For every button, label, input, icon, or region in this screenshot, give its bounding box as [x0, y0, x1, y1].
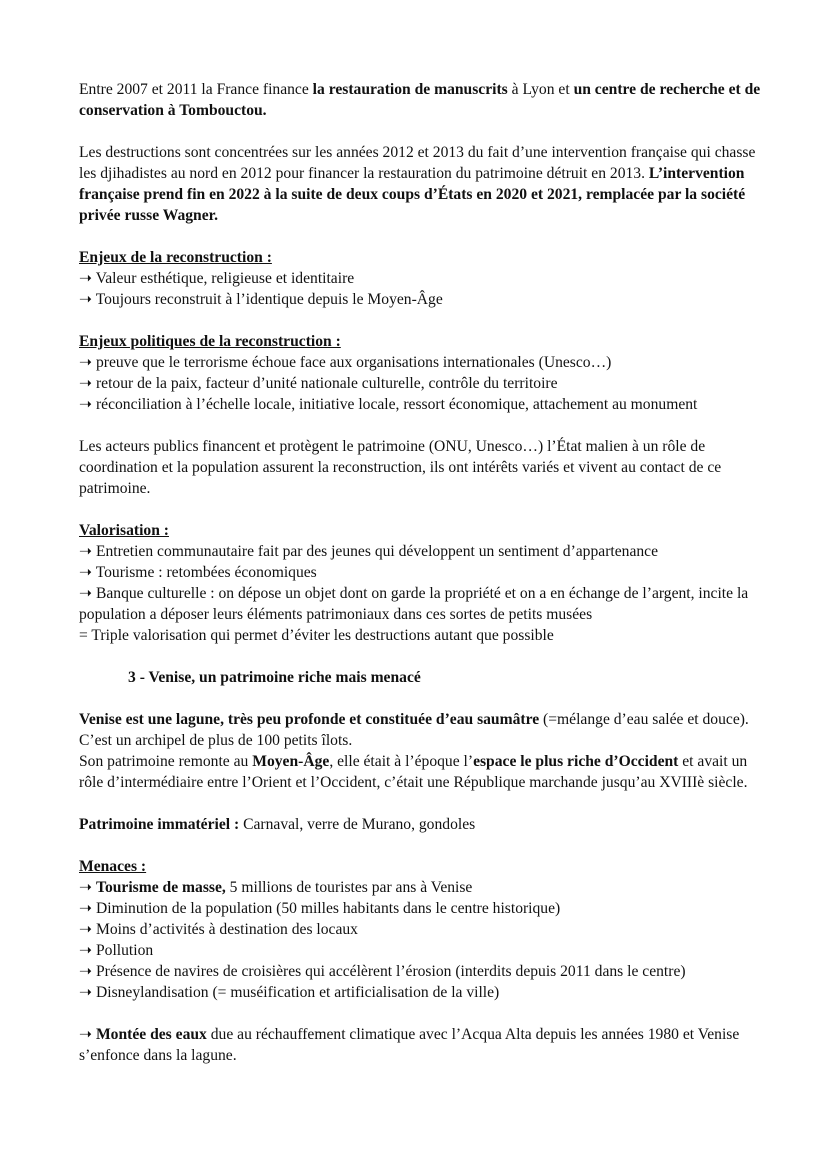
- list-item: ➝ Pollution: [79, 942, 154, 959]
- section-menaces: [79, 856, 768, 1003]
- arrow-icon: ➝: [79, 564, 96, 581]
- arrow-icon: ➝: [79, 291, 96, 308]
- bold-text: espace le plus riche d’Occident: [473, 753, 679, 770]
- bold-text: Patrimoine immatériel :: [79, 816, 240, 833]
- bold-text: Moyen-Âge: [252, 753, 330, 770]
- arrow-icon: ➝: [79, 942, 96, 959]
- paragraph-destructions: [79, 142, 768, 226]
- arrow-icon: ➝: [79, 375, 96, 392]
- arrow-icon: ➝: [79, 543, 96, 560]
- heading-valorisation: Valorisation :: [79, 522, 169, 539]
- arrow-icon: ➝: [79, 585, 96, 602]
- paragraph-patrimoine-immateriel: [79, 814, 768, 835]
- bold-text: Montée des eaux: [95, 1026, 207, 1043]
- heading-menaces: Menaces :: [79, 858, 147, 875]
- list-item: ➝ preuve que le terrorisme échoue face aux organisations internationales (Unesco…): [79, 354, 612, 371]
- list-item: ➝ Moins d’activités à destination des locaux: [79, 921, 358, 938]
- text: (=mélange d’eau salée et douce). C’est un archipel de plus de 100 petits îlots.: [79, 711, 749, 749]
- arrow-icon: ➝: [79, 963, 96, 980]
- bold-text: un centre de recherche et de conservation à Tombouctou.: [79, 81, 761, 119]
- text: Son patrimoine remonte au: [79, 753, 253, 770]
- list-item: ➝ retour de la paix, facteur d’unité nationale culturelle, contrôle du territoire: [79, 375, 558, 392]
- bold-text: L’intervention française prend fin en 2022 à la suite de deux coups d’États en 2020 et 2021, remplacée par la société privée russe Wagner.: [79, 165, 746, 224]
- text: due au réchauffement climatique avec l’Acqua Alta depuis les années 1980 et Venise s’enfonce dans la lagune.: [79, 1026, 740, 1064]
- heading-enjeux-reconstruction: Enjeux de la reconstruction :: [79, 249, 272, 266]
- paragraph-france-finance: [79, 79, 768, 121]
- list-item: ➝ Diminution de la population (50 milles habitants dans le centre historique): [79, 900, 561, 917]
- list-item: ➝ Toujours reconstruit à l’identique depuis le Moyen-Âge: [79, 291, 443, 308]
- bold-text: Venise est une lagune, très peu profonde et constituée d’eau saumâtre: [79, 711, 540, 728]
- arrow-icon: ➝: [79, 270, 96, 287]
- list-item: ➝ Valeur esthétique, religieuse et identitaire: [79, 270, 355, 287]
- paragraph-patrimoine: [79, 751, 768, 793]
- arrow-icon: ➝: [79, 879, 96, 896]
- valorisation-conclusion: = Triple valorisation qui permet d’éviter les destructions autant que possible: [79, 627, 554, 644]
- arrow-icon: ➝: [79, 921, 96, 938]
- paragraph-acteurs: Les acteurs publics financent et protègent le patrimoine (ONU, Unesco…) l’État malien à un rôle de coordination et la population assurent la reconstruction, ils ont intérêts variés et vivent au contact de ce patrimoine.: [79, 438, 722, 497]
- arrow-icon: ➝: [79, 900, 96, 917]
- text: Les destructions sont concentrées sur les années 2012 et 2013 du fait d’une intervention française qui chasse les djihadistes au nord en 2012 pour financer la restauration du patrimoine détruit en 2013.: [79, 144, 756, 182]
- arrow-icon: ➝: [79, 984, 96, 1001]
- text: et avait un rôle d’intermédiaire entre l’Orient et l’Occident, c’était une République marchande jusqu’au XVIIIè siècle.: [79, 753, 748, 791]
- arrow-icon: ➝: [79, 396, 96, 413]
- heading-enjeux-politiques: Enjeux politiques de la reconstruction :: [79, 333, 341, 350]
- list-item: ➝ Tourisme de masse, 5 millions de touristes par ans à Venise: [79, 879, 473, 896]
- text: à Lyon et: [507, 81, 574, 98]
- paragraph-lagune: [79, 709, 768, 751]
- list-item: ➝ Entretien communautaire fait par des jeunes qui développent un sentiment d’appartenance: [79, 543, 658, 560]
- section-enjeux-reconstruction: [79, 247, 768, 310]
- list-item: ➝ Présence de navires de croisières qui accélèrent l’érosion (interdits depuis 2011 dans le centre): [79, 963, 686, 980]
- list-item: ➝ réconciliation à l’échelle locale, initiative locale, ressort économique, attachement au monument: [79, 396, 698, 413]
- section-title-venise: 3 - Venise, un patrimoine riche mais menacé: [128, 669, 421, 686]
- bold-text: Tourisme de masse,: [95, 879, 226, 896]
- text: , elle était à l’époque l’: [329, 753, 474, 770]
- arrow-icon: ➝: [79, 354, 96, 371]
- section-valorisation: [79, 520, 768, 646]
- text: Carnaval, verre de Murano, gondoles: [239, 816, 476, 833]
- list-item: ➝ Banque culturelle : on dépose un objet dont on garde la propriété et on a en échange de l’argent, incite la population a déposer leurs éléments patrimoniaux dans ces sortes de petits musées: [79, 585, 749, 623]
- list-item: ➝ Tourisme : retombées économiques: [79, 564, 317, 581]
- bold-text: la restauration de manuscrits: [312, 81, 508, 98]
- paragraph-montee-des-eaux: [79, 1024, 768, 1066]
- list-item: ➝ Disneylandisation (= muséification et artificialisation de la ville): [79, 984, 500, 1001]
- text: Entre 2007 et 2011 la France finance: [79, 81, 313, 98]
- arrow-icon: ➝: [79, 1026, 96, 1043]
- section-enjeux-politiques: [79, 331, 768, 415]
